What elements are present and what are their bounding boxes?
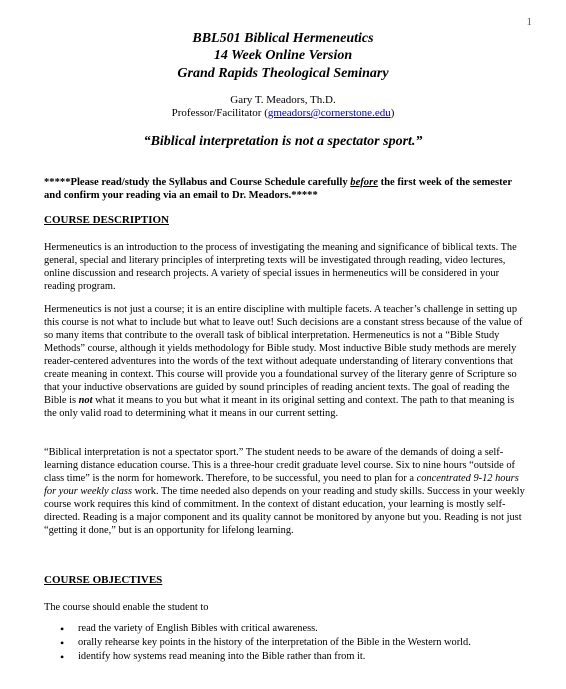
school-name: Grand Rapids Theological Seminary: [177, 66, 389, 81]
instructor-email-link[interactable]: gmeadors@cornerstone.edu: [267, 107, 391, 119]
description-paragraph-2: Hermeneutics is not just a course; it is an entire discipline with multiple facets. A teacher’s challenge in setting up this course is not what to include but what to leave out! Such decisions are a constant stress because of the value of so many items that contribute to the overall task of biblical interpretation. Hermeneutics is not a “Bible Study Methods” course, although it yields methodology for Bible study. Most inductive Bible study methods are merely reader-centered adventures into the words of the text without adequate understanding of literary conventions that create meaning in context. This course will provide you a foundational survey of the literary genre of Scripture so that your inductive observations are guided by sound principles of reading ancient texts. The goal of reading the Bible is not what it means to you but what it meant in its original setting and context. The path to that meaning is the only valid road to determining what it means in our current setting.: [44, 304, 523, 419]
objectives-intro: The course should enable the student to: [44, 602, 209, 613]
objective-item: • orally rehearse key points in the history of the interpretation of the Bible in the Western world.: [44, 636, 528, 650]
course-version: 14 Week Online Version: [213, 48, 353, 63]
objectives-list: [44, 622, 528, 664]
page-number: 1: [526, 16, 532, 28]
reading-notice: *****Please read/study the Syllabus and Course Schedule carefully before the first week of the semester and confirm your reading via an email to Dr. Meadors.*****: [44, 177, 512, 201]
course-title: BBL501 Biblical Hermeneutics: [192, 31, 374, 46]
instructor-role: Professor/Facilitator (gmeadors@cornerstone.edu): [171, 107, 395, 119]
course-objectives-heading: COURSE OBJECTIVES: [44, 574, 163, 586]
instructor-name: Gary T. Meadors, Th.D.: [230, 94, 336, 106]
course-description-heading: COURSE DESCRIPTION: [44, 214, 169, 226]
description-paragraph-1: Hermeneutics is an introduction to the process of investigating the meaning and significance of biblical texts. The general, special and literary principles of interpreting texts will be investigated through reading, video lectures, online discussion and research projects. A variety of special issues in hermeneutics will be considered in your reading program.: [44, 242, 517, 292]
objective-item: • read the variety of English Bibles with critical awareness.: [44, 622, 528, 636]
objective-item: • identify how systems read meaning into the Bible rather than from it.: [44, 650, 528, 664]
course-motto: “Biblical interpretation is not a spectator sport.”: [143, 134, 423, 149]
description-paragraph-3: “Biblical interpretation is not a spectator sport.” The student needs to be aware of the demands of doing a self-learning distance education course. This is a three-hour credit graduate level course. Six to nine hours “outside of class time” is the norm for homework. Therefore, to be successful, you need to plan for a concentrated 9-12 hours for your weekly class work. The time needed also depends on your reading and study skills. Success in your weekly course work requires this kind of commitment. In the context of distant education, your learning is mostly self-directed. Reading is a major component and its quality cannot be monitored by anyone but you. Reading is not just “getting it done,” but is an opportunity for lifelong learning.: [44, 447, 525, 536]
